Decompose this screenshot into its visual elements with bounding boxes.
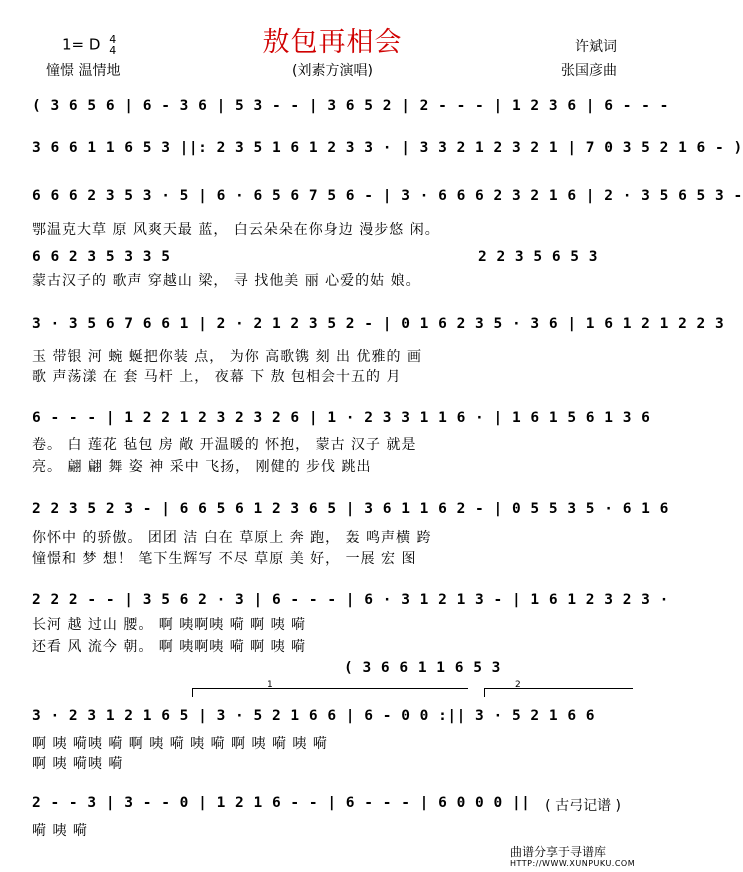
lyric-line: 鄂温克大草 原 风爽天最 蓝， 白云朵朵在你身边 漫步悠 闲。: [32, 222, 440, 238]
notation-row: 2 2 2 - - | 3 5 6 2 · 3 | 6 - - - | 6 · 3 1 2 1 3 - | 1 6 1 2 3 2 3 ·: [32, 592, 669, 608]
lyric-line: 歌 声荡漾 在 套 马杆 上， 夜幕 下 敖 包相会十五的 月: [32, 369, 402, 385]
notation-row: 6 6 2 3 5 3 3 5: [32, 249, 171, 265]
volta-label-1: 1: [267, 680, 273, 690]
footer-url: HTTP://WWW.XUNPUKU.COM: [510, 859, 636, 868]
lyric-line: 蒙古汉子的 歌声 穿越山 梁， 寻 找他美 丽 心爱的姑 娘。: [32, 273, 421, 289]
notation-row: 2 2 3 5 2 3 - | 6 6 5 6 1 2 3 6 5 | 3 6 1 1 6 2 - | 0 5 5 3 5 · 6 1 6: [32, 501, 669, 517]
lyric-line: 憧憬和 梦 想！ 笔下生辉写 不尽 草原 美 好， 一展 宏 图: [32, 551, 417, 567]
key-signature: [62, 34, 116, 56]
lyric-line: 还看 风 流今 朝。 啊 咦啊咦 嗬 啊 咦 嗬: [32, 639, 307, 655]
notation-row: 2 - - 3 | 3 - - 0 | 1 2 1 6 - - | 6 - - - | 6 0 0 0 ||: [32, 795, 531, 811]
time-signature-top: 4: [109, 33, 117, 46]
notation-row: 3 · 3 5 6 7 6 6 1 | 2 · 2 1 2 3 5 2 - | 0 1 6 2 3 5 · 3 6 | 1 6 1 2 1 2 2 3: [32, 316, 725, 332]
footer-site-name: 曲谱分享于寻谱库: [510, 845, 607, 859]
notation-row: 3 6 6 1 1 6 5 3 ||: 2 3 5 1 6 1 2 3 3 · | 3 3 2 1 2 3 2 1 | 7 0 3 5 2 1 6 - ): [32, 140, 743, 156]
lyric-line: 啊 咦 嗬咦 嗬: [32, 756, 124, 772]
time-signature: [109, 34, 116, 56]
notation-row: 3 · 2 3 1 2 1 6 5 | 3 · 5 2 1 6 6 | 6 - 0 0 :|| 3 · 5 2 1 6 6: [32, 708, 596, 724]
volta-bracket-2: [484, 680, 633, 697]
singer-credit: (刘素方演唱): [292, 63, 373, 79]
composer-credit: 张国彦曲: [561, 63, 617, 79]
volta-bracket-1: [192, 680, 468, 697]
notation-row: ( 3 6 6 1 1 6 5 3: [344, 660, 501, 676]
lyric-line: 你怀中 的骄傲。 团团 洁 白在 草原上 奔 跑， 轰 鸣声横 跨: [32, 530, 432, 546]
notation-row-right: 2 2 3 5 6 5 3: [478, 249, 598, 265]
lyric-line: 长河 越 过山 腰。 啊 咦啊咦 嗬 啊 咦 嗬: [32, 617, 307, 633]
song-title: 敖包再相会: [262, 27, 403, 58]
lyric-line: 啊 咦 嗬咦 嗬 啊 咦 嗬 咦 嗬 啊 咦 嗬 咦 嗬: [32, 736, 328, 752]
notation-row: 6 - - - | 1 2 2 1 2 3 2 3 2 6 | 1 · 2 3 3 1 1 6 · | 1 6 1 5 6 1 3 6: [32, 410, 651, 426]
key-signature-text: 1= D: [62, 35, 101, 54]
tempo-marking: 憧憬 温情地: [46, 63, 121, 79]
transcriber-note: ( 古弓记谱 ): [545, 798, 621, 814]
lyric-line: 亮。 翩 翩 舞 姿 神 采中 飞扬， 刚健的 步伐 跳出: [32, 459, 372, 475]
volta-label-2: 2: [515, 680, 521, 690]
notation-row: ( 3 6 5 6 | 6 - 3 6 | 5 3 - - | 3 6 5 2 | 2 - - - | 1 2 3 6 | 6 - - -: [32, 98, 669, 114]
lyric-line: 卷。 白 莲花 毡包 房 敞 开温暖的 怀抱， 蒙古 汉子 就是: [32, 437, 417, 453]
lyric-line: 玉 带银 河 蜿 蜒把你装 点， 为你 高歌镌 刻 出 优雅的 画: [32, 349, 422, 365]
notation-row: 6 6 6 2 3 5 3 · 5 | 6 · 6 5 6 7 5 6 - | 3 · 6 6 6 2 3 2 1 6 | 2 · 3 5 6 5 3 -: [32, 188, 743, 204]
time-signature-bottom: 4: [109, 44, 117, 57]
lyric-line: 嗬 咦 嗬: [32, 823, 88, 839]
lyricist-credit: 许斌词: [575, 39, 617, 55]
